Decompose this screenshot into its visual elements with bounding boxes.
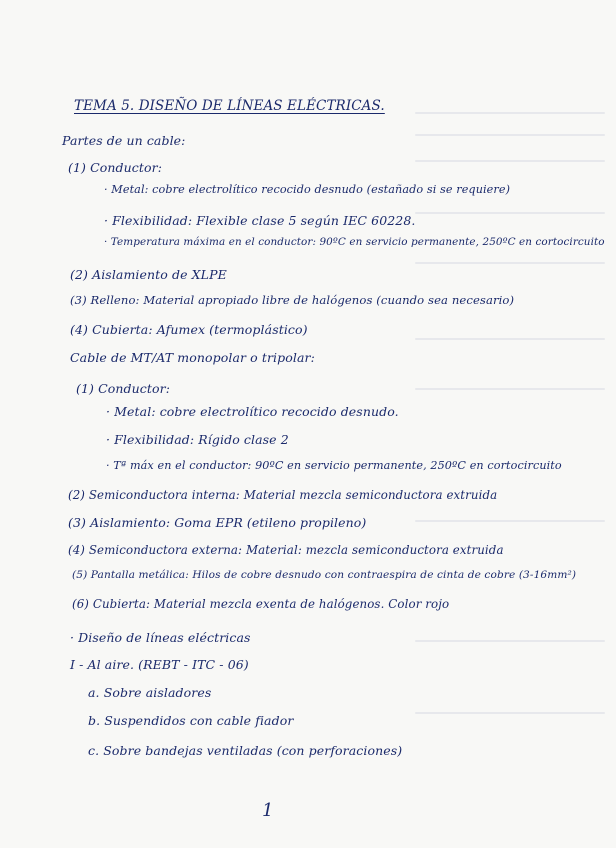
handwritten-line: (5) Pantalla metálica: Hilos de cobre desnudo con contraespira de cinta de cobre (3-16mm²) [72, 569, 577, 581]
handwritten-line: b. Suspendidos con cable fiador [88, 713, 294, 728]
handwritten-line: (1) Conductor: [76, 381, 171, 396]
bleed-through-mark [415, 262, 605, 264]
handwritten-line: Cable de MT/AT monopolar o tripolar: [70, 350, 315, 365]
handwritten-line: · Temperatura máxima en el conductor: 90ºC en servicio permanente, 250ºC en cortocircuito [104, 236, 605, 248]
handwritten-line: · Flexibilidad: Flexible clase 5 según IEC 60228. [104, 213, 416, 228]
handwritten-line: (3) Relleno: Material apropiado libre de halógenos (cuando sea necesario) [70, 293, 515, 307]
bleed-through-mark [415, 112, 605, 114]
handwritten-line: · Metal: cobre electrolítico recocido desnudo (estañado si se requiere) [104, 183, 511, 196]
bleed-through-mark [415, 388, 605, 390]
bleed-through-mark [415, 212, 605, 214]
handwritten-line: (6) Cubierta: Material mezcla exenta de halógenos. Color rojo [72, 597, 450, 611]
bleed-through-mark [415, 712, 605, 714]
handwritten-line: · Flexibilidad: Rígido clase 2 [106, 432, 289, 447]
handwritten-line: · Metal: cobre electrolítico recocido desnudo. [106, 404, 399, 419]
handwritten-line: (2) Semiconductora interna: Material mezcla semiconductora extruida [68, 488, 498, 502]
handwritten-line: (3) Aislamiento: Goma EPR (etileno propileno) [68, 515, 367, 530]
bleed-through-mark [415, 134, 605, 136]
bleed-through-mark [415, 160, 605, 162]
bleed-through-mark [415, 338, 605, 340]
page-number: 1 [262, 800, 274, 821]
handwritten-line: (1) Conductor: [68, 160, 163, 175]
handwritten-line: (2) Aislamiento de XLPE [70, 267, 227, 282]
handwritten-line: I - Al aire. (REBT - ITC - 06) [70, 657, 249, 672]
handwritten-line: (4) Semiconductora externa: Material: mezcla semiconductora extruida [68, 543, 504, 557]
bleed-through-mark [415, 640, 605, 642]
handwritten-line: a. Sobre aisladores [88, 685, 212, 700]
handwritten-line: c. Sobre bandejas ventiladas (con perforaciones) [88, 743, 403, 758]
page-title: TEMA 5. DISEÑO DE LÍNEAS ELÉCTRICAS. [74, 98, 385, 114]
handwritten-line: (4) Cubierta: Afumex (termoplástico) [70, 322, 308, 337]
handwritten-line: Partes de un cable: [62, 133, 186, 148]
handwritten-line: · Diseño de líneas eléctricas [70, 630, 251, 645]
handwritten-line: · Tª máx en el conductor: 90ºC en servicio permanente, 250ºC en cortocircuito [106, 459, 562, 472]
bleed-through-mark [415, 520, 605, 522]
